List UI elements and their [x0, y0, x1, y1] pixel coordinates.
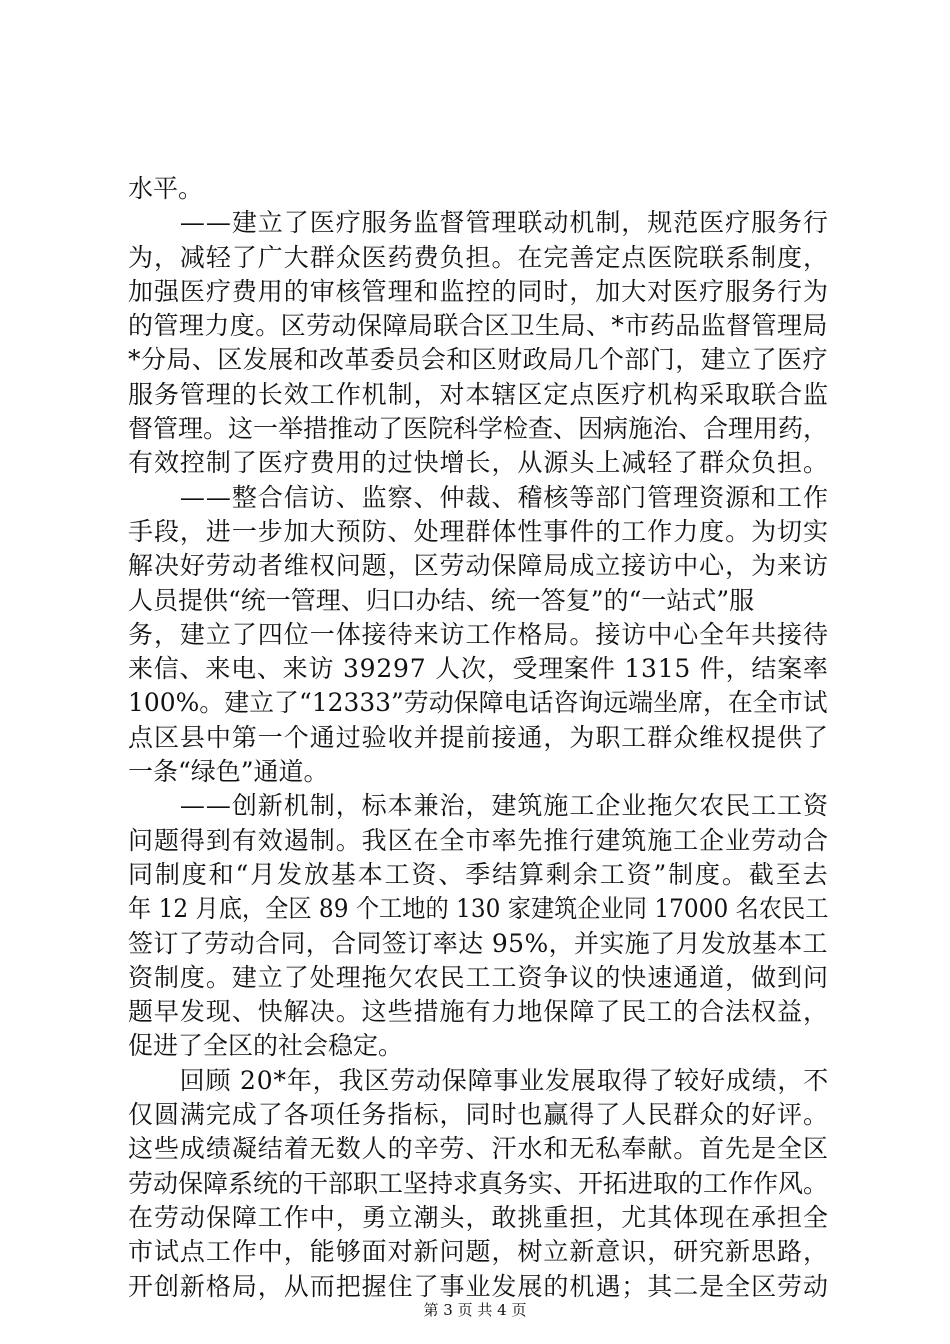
body-text-line: 的管理力度。区劳动保障局联合区卫生局、*市药品监督管理局 [128, 311, 828, 341]
body-text-line: 促进了全区的社会稳定。 [128, 1031, 404, 1061]
body-text-line: 仅圆满完成了各项任务指标，同时也赢得了人民群众的好评。 [128, 1100, 829, 1130]
body-text-line: ——整合信访、监察、仲裁、稽核等部门管理资源和工作 [128, 482, 829, 512]
body-text-line: 手段，进一步加大预防、处理群体性事件的工作力度。为切实 [128, 516, 829, 546]
body-text-line: 题早发现、快解决。这些措施有力地保障了民工的合法权益， [128, 997, 829, 1027]
body-text-line: 点区县中第一个通过验收并提前接通，为职工群众维权提供了 [128, 722, 829, 752]
body-text-line: 资制度。建立了处理拖欠农民工工资争议的快速通道，做到问 [128, 962, 829, 992]
body-text-line: 解决好劳动者维权问题，区劳动保障局成立接访中心，为来访 [128, 551, 829, 581]
body-text-line: 水平。 [128, 174, 204, 203]
body-text-line: *分局、区发展和改革委员会和区财政局几个部门，建立了医疗 [128, 345, 828, 375]
body-text-line: 服务管理的长效工作机制，对本辖区定点医疗机构采取联合监 [128, 379, 829, 409]
body-text-line: 在劳动保障工作中，勇立潮头，敢挑重担，尤其体现在承担全 [128, 1202, 829, 1232]
body-text-line: 回顾 20*年，我区劳动保障事业发展取得了较好成绩，不 [128, 1065, 830, 1095]
page-number-footer: 第 3 页 共 4 页 [423, 1301, 527, 1319]
body-text-line: 市试点工作中，能够面对新问题，树立新意识，研究新思路， [128, 1237, 829, 1267]
body-text-line: 问题得到有效遏制。我区在全市率先推行建筑施工企业劳动合 [128, 825, 829, 855]
body-text-line: 为，减轻了广大群众医药费负担。在完善定点医院联系制度， [128, 242, 829, 272]
body-text-line: 劳动保障系统的干部职工坚持求真务实、开拓进取的工作作风。 [128, 1168, 829, 1198]
body-text-line: 一条“绿色”通道。 [128, 757, 329, 787]
document-body [128, 172, 828, 1304]
body-text-line: ——创新机制，标本兼治，建筑施工企业拖欠农民工工资 [128, 791, 829, 821]
body-text-line: 加强医疗费用的审核管理和监控的同时，加大对医疗服务行为 [128, 276, 829, 306]
body-text-line: 这些成绩凝结着无数人的辛劳、汗水和无私奉献。首先是全区 [128, 1134, 829, 1164]
body-text-line: 年 12 月底，全区 89 个工地的 130 家建筑企业同 17000 名农民工 [128, 894, 829, 924]
body-text-line: ——建立了医疗服务监督管理联动机制，规范医疗服务行 [128, 208, 829, 238]
body-text-line: 人员提供“统一管理、归口办结、统一答复”的“一站式”服 [128, 585, 755, 615]
body-text-line: 督管理。这一举措推动了医院科学检查、因病施治、合理用药， [128, 414, 829, 444]
body-text-line: 有效控制了医疗费用的过快增长，从源头上减轻了群众负担。 [128, 448, 829, 478]
body-text-line: 签订了劳动合同，合同签订率达 95%，并实施了月发放基本工 [128, 928, 828, 958]
body-text-line: 来信、来电、来访 39297 人次，受理案件 1315 件，结案率 [128, 654, 829, 684]
body-text-line: 务，建立了四位一体接待来访工作格局。接访中心全年共接待 [128, 619, 829, 649]
body-text-line: 同制度和“月发放基本工资、季结算剩余工资”制度。截至去 [128, 859, 830, 889]
body-text-line: 开创新格局，从而把握住了事业发展的机遇；其二是全区劳动 [128, 1271, 829, 1301]
body-text-line: 100%。建立了“12333”劳动保障电话咨询远端坐席，在全市试 [128, 688, 828, 718]
